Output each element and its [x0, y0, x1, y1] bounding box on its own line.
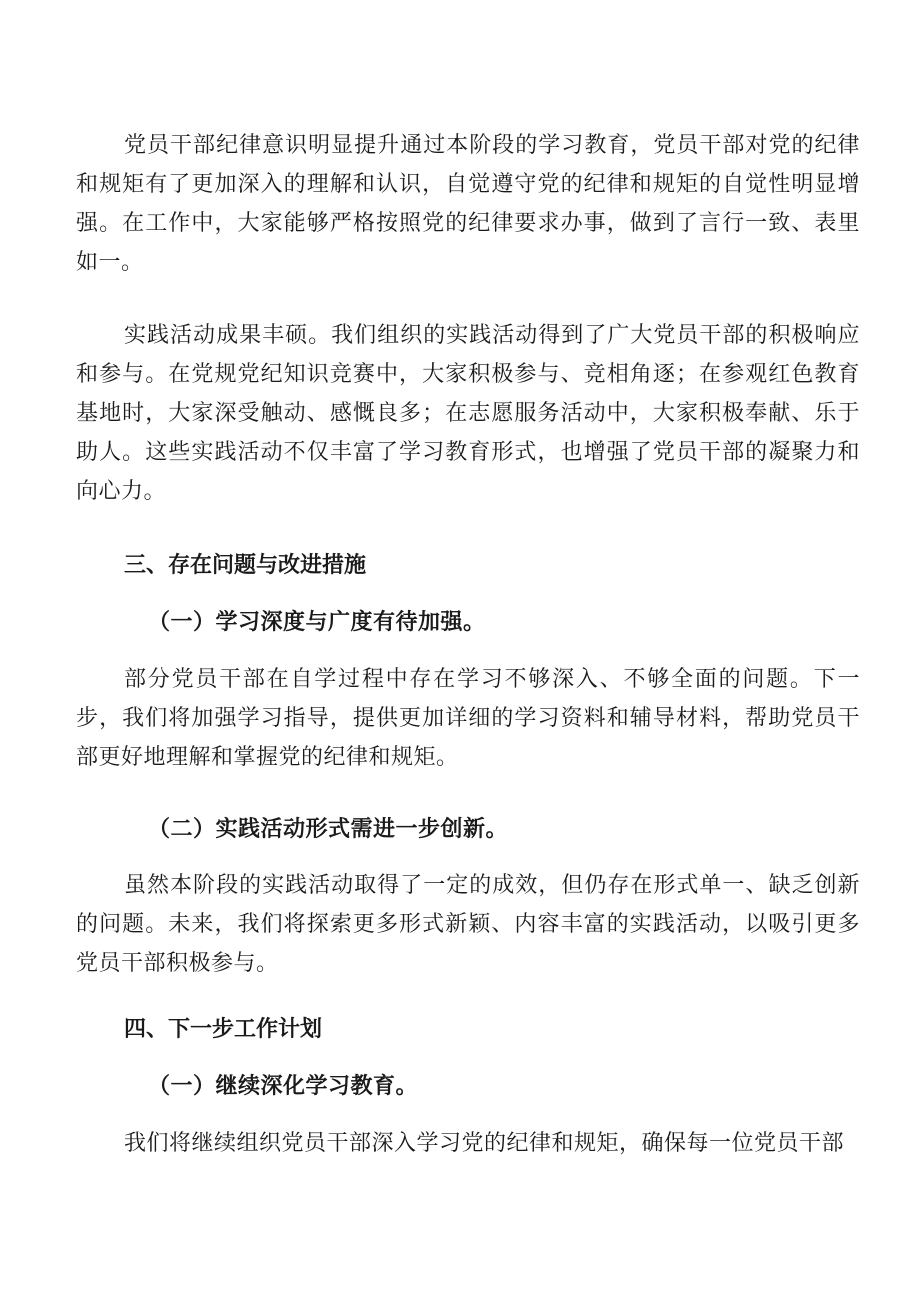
subheading-deepen-learning: （一）继续深化学习教育。	[148, 1073, 419, 1099]
subheading-practice-innovation: （二）实践活动形式需进一步创新。	[148, 816, 509, 842]
section-heading-next-plan: 四、下一步工作计划	[124, 1017, 323, 1042]
paragraph-discipline-awareness: 党员干部纪律意识明显提升通过本阶段的学习教育，党员干部对党的纪律和规矩有了更加深入的理解和认识，自觉遵守党的纪律和规矩的自觉性明显增强。在工作中，大家能够严格按照党的纪律要求办事，做到了言行一致、表里如一。	[76, 133, 860, 275]
subheading-learning-depth: （一）学习深度与广度有待加强。	[148, 609, 486, 635]
section-heading-problems: 三、存在问题与改进措施	[124, 553, 367, 578]
paragraph-learning-depth: 部分党员干部在自学过程中存在学习不够深入、不够全面的问题。下一步，我们将加强学习指导，提供更加详细的学习资料和辅导材料，帮助党员干部更好地理解和掌握党的纪律和规矩。	[76, 667, 860, 770]
paragraph-deepen-learning: 我们将继续组织党员干部深入学习党的纪律和规矩，确保每一位党员干部	[124, 1131, 845, 1156]
paragraph-practice-innovation: 虽然本阶段的实践活动取得了一定的成效，但仍存在形式单一、缺乏创新的问题。未来，我们将探索更多形式新颖、内容丰富的实践活动，以吸引更多党员干部积极参与。	[76, 873, 860, 976]
paragraph-practice-results: 实践活动成果丰硕。我们组织的实践活动得到了广大党员干部的积极响应和参与。在党规党纪知识竞赛中，大家积极参与、竞相角逐；在参观红色教育基地时，大家深受触动、感慨良多；在志愿服务活动中，大家积极奉献、乐于助人。这些实践活动不仅丰富了学习教育形式，也增强了党员干部的凝聚力和向心力。	[76, 323, 860, 504]
